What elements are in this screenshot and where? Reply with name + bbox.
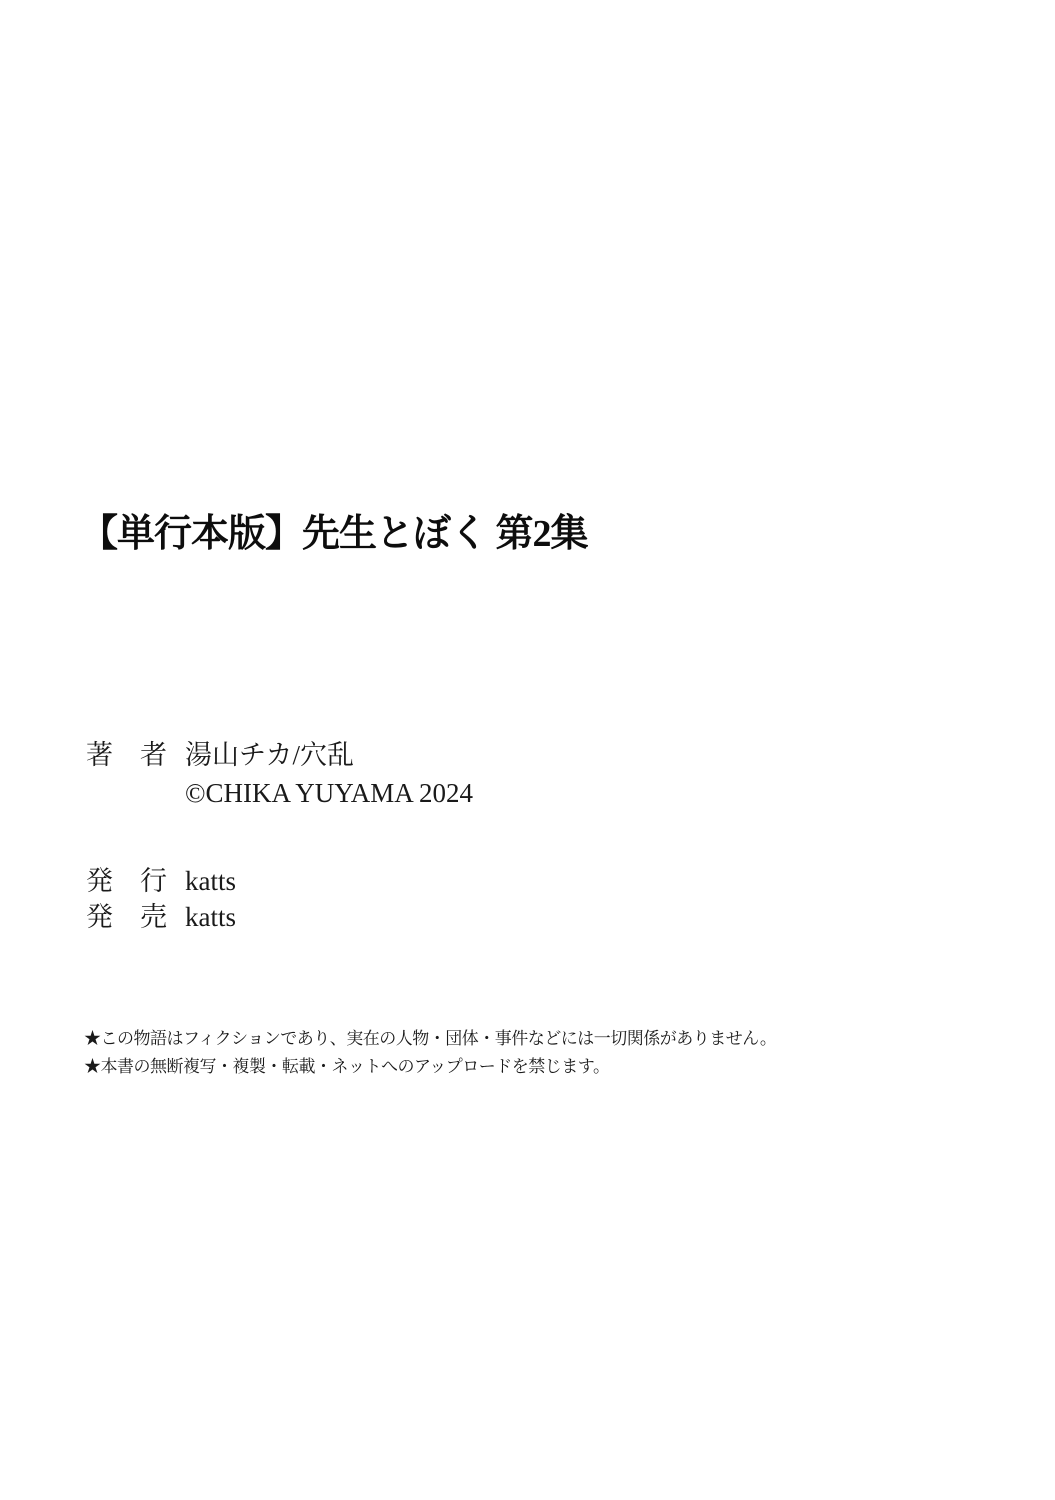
seller-name: katts	[185, 902, 236, 932]
book-title: 【単行本版】先生とぼく 第2集	[80, 513, 588, 555]
author-label: 著 者	[86, 740, 167, 770]
publisher-label: 発 行	[86, 866, 167, 896]
publisher-name: katts	[185, 866, 236, 896]
seller-label: 発 売	[86, 902, 167, 932]
copyright-row	[185, 780, 473, 807]
fiction-disclaimer-text: ★この物語はフィクションであり、実在の人物・団体・事件などには一切関係がありません。	[84, 1029, 777, 1048]
publisher-row	[86, 868, 236, 895]
author-row	[86, 742, 354, 769]
copy-prohibition-text: ★本書の無断複写・複製・転載・ネットへのアップロードを禁じます。	[84, 1057, 610, 1076]
seller-row	[86, 904, 236, 931]
copyright-notice: ©CHIKA YUYAMA 2024	[185, 778, 474, 808]
author-name: 湯山チカ/穴乱	[185, 740, 354, 770]
